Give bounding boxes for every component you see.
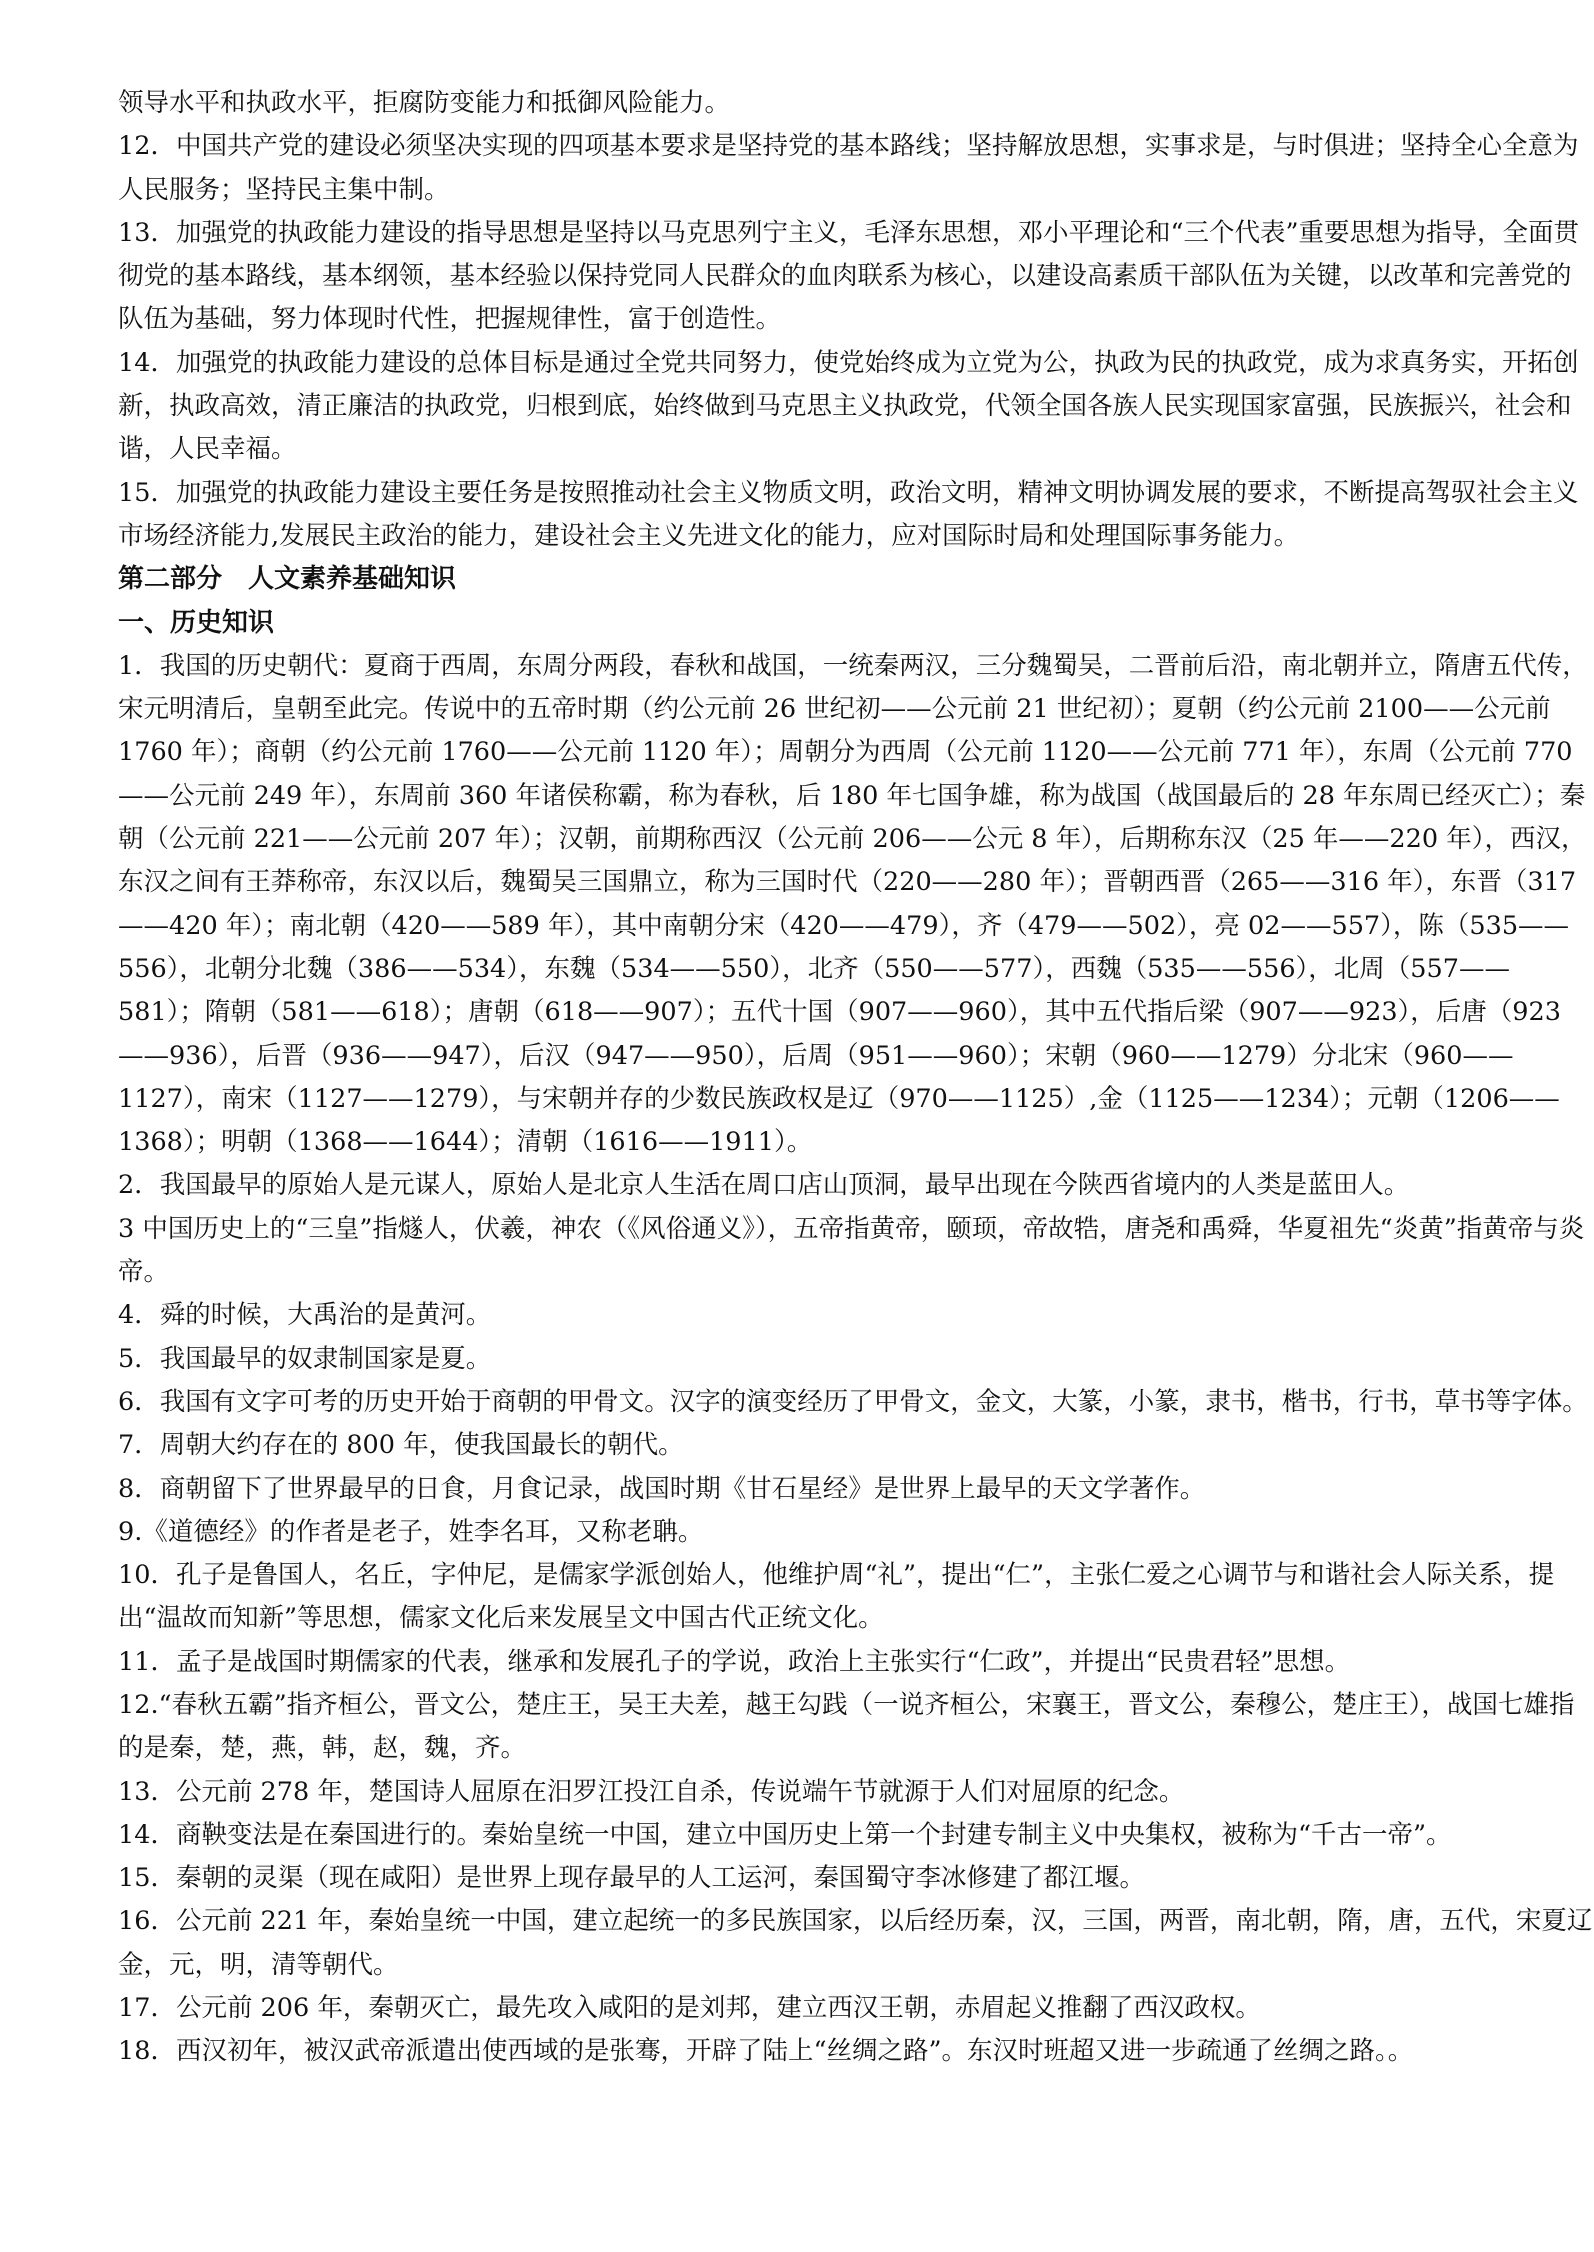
paragraph-history-6: 6．我国有文字可考的历史开始于商朝的甲骨文。汉字的演变经历了甲骨文，金文，大篆，小篆，隶书，楷书，行书，草书等字体。 <box>118 1386 1588 1417</box>
paragraph-history-12: 12.“春秋五霸”指齐桓公，晋文公，楚庄王，吴王夫差，越王勾践（一说齐桓公，宋襄王，晋文公，秦穆公，楚庄王），战国七雄指的是秦，楚，燕，韩，赵，魏，齐。 <box>118 1689 1575 1764</box>
paragraph-continuation: 领导水平和执政水平，拒腐防变能力和抵御风险能力。 <box>118 88 731 118</box>
subsection-heading-history: 一、历史知识 <box>118 607 275 638</box>
paragraph-history-10: 10．孔子是鲁国人，名丘，字仲尼，是儒家学派创始人，他维护周“礼”，提出“仁”，主张仁爱之心调节与和谐社会人际关系，提出“温故而知新”等思想，儒家文化后来发展呈文中国古代正统文化。 <box>118 1560 1555 1634</box>
paragraph-history-4: 4．舜的时候，大禹治的是黄河。 <box>118 1300 492 1331</box>
paragraph-item-12-party-requirements: 12．中国共产党的建设必须坚决实现的四项基本要求是坚持党的基本路线；坚持解放思想，实事求是，与时俱进；坚持全心全意为人民服务；坚持民主集中制。 <box>118 131 1579 205</box>
paragraph-history-17: 17．公元前 206 年，秦朝灭亡，最先攻入咸阳的是刘邦，建立西汉王朝，赤眉起义推翻了西汉政权。 <box>118 1993 1261 2024</box>
paragraph-history-11: 11．孟子是战国时期儒家的代表，继承和发展孔子的学说，政治上主张实行“仁政”，并提出“民贵君轻”思想。 <box>118 1646 1351 1677</box>
paragraph-history-5: 5．我国最早的奴隶制国家是夏。 <box>118 1343 492 1374</box>
paragraph-history-8: 8．商朝留下了世界最早的日食，月食记录，战国时期《甘石星经》是世界上最早的天文学著作。 <box>118 1473 1206 1504</box>
paragraph-history-15: 15．秦朝的灵渠（现在咸阳）是世界上现存最早的人工运河，秦国蜀守李冰修建了都江堰。 <box>118 1863 1145 1894</box>
paragraph-history-3: 3 中国历史上的“三皇”指燧人，伏羲，神农（《风俗通义》），五帝指黄帝，颐顼，帝故牿，唐尧和禹舜，华夏祖先“炎黄”指黄帝与炎帝。 <box>118 1213 1585 1288</box>
paragraph-history-7: 7．周朝大约存在的 800 年，使我国最长的朝代。 <box>118 1430 684 1461</box>
paragraph-item-14-overall-goal: 14．加强党的执政能力建设的总体目标是通过全党共同努力，使党始终成为立党为公，执政为民的执政党，成为求真务实，开拓创新，执政高效，清正廉洁的执政党，归根到底，始终做到马克思主义执政党，代领全国各族人民实现国家富强，民族振兴，社会和谐，人民幸福。 <box>118 347 1579 465</box>
document-body <box>118 82 1594 2074</box>
paragraph-history-9: 9.《道德经》的作者是老子，姓李名耳，又称老聃。 <box>118 1516 704 1547</box>
paragraph-history-2: 2．我国最早的原始人是元谋人，原始人是北京人生活在周口店山顶洞，最早出现在今陕西省境内的人类是蓝田人。 <box>118 1170 1410 1201</box>
paragraph-item-13-guiding-thought: 13．加强党的执政能力建设的指导思想是坚持以马克思列宁主义，毛泽东思想，邓小平理论和“三个代表”重要思想为指导，全面贯彻党的基本路线，基本纲领，基本经验以保持党同人民群众的血肉联系为核心，以建设高素质干部队伍为关键，以改革和完善党的队伍为基础，努力体现时代性，把握规律性，富于创造性。 <box>118 217 1580 335</box>
paragraph-history-14: 14．商鞅变法是在秦国进行的。秦始皇统一中国，建立中国历史上第一个封建专制主义中央集权，被称为“千古一帝”。 <box>118 1819 1452 1850</box>
paragraph-history-13: 13．公元前 278 年，楚国诗人屈原在汨罗江投江自杀，传说端午节就源于人们对屈原的纪念。 <box>118 1776 1185 1807</box>
paragraph-history-16: 16．公元前 221 年，秦始皇统一中国，建立起统一的多民族国家，以后经历秦，汉，三国，两晋，南北朝，隋，唐，五代，宋夏辽金，元，明，清等朝代。 <box>118 1906 1593 1980</box>
paragraph-history-1-dynasties: 1．我国的历史朝代：夏商于西周，东周分两段，春秋和战国，一统秦两汉，三分魏蜀吴，二晋前后沿，南北朝并立，隋唐五代传，宋元明清后，皇朝至此完。传说中的五帝时期（约公元前 26 世纪初——公元前 21 世纪初）；夏朝（约公元前 2100——公元前 1760 年）；商朝（约公元前 1760——公元前 1120 年）；周朝分为西周（公元前 1120——公元前 771 年），东周（公元前 770——公元前 249 年），东周前 360 年诸侯称霸，称为春秋，后 180 年七国争雄，称为战国（战国最后的 28 年东周已经灭亡）；秦朝（公元前 221——公元前 207 年）；汉朝，前期称西汉（公元前 206——公元 8 年），后期称东汉（25 年——220 年），西汉，东汉之间有王莽称帝，东汉以后，魏蜀吴三国鼎立，称为三国时代（220——280 年）；晋朝西晋（265——316 年），东晋（317——420 年）；南北朝（420——589 年），其中南朝分宋（420——479），齐（479——502），亮 02——557），陈（535——556），北朝分北魏（386——534），东魏（534——550），北齐（550——577），西魏（535——556），北周（557——581）；隋朝（581——618）；唐朝（618——907）；五代十国（907——960），其中五代指后梁（907——923），后唐（923——936），后晋（936——947），后汉（947——950），后周（951——960）；宋朝（960——1279）分北宋（960——1127），南宋（1127——1279），与宋朝并存的少数民族政权是辽（970——1125）,金（1125——1234）；元朝（1206——1368）；明朝（1368——1644）；清朝（1616——1911）。 <box>118 650 1588 1158</box>
paragraph-item-15-main-tasks: 15．加强党的执政能力建设主要任务是按照推动社会主义物质文明，政治文明，精神文明协调发展的要求，不断提高驾驭社会主义市场经济能力,发展民主政治的能力，建设社会主义先进文化的能力，应对国际时局和处理国际事务能力。 <box>118 477 1579 551</box>
paragraph-history-18: 18．西汉初年，被汉武帝派遣出使西域的是张骞，开辟了陆上“丝绸之路”。东汉时班超又进一步疏通了丝绸之路。。 <box>118 2036 1414 2067</box>
section-heading-part-two: 第二部分 人文素养基础知识 <box>118 564 457 595</box>
